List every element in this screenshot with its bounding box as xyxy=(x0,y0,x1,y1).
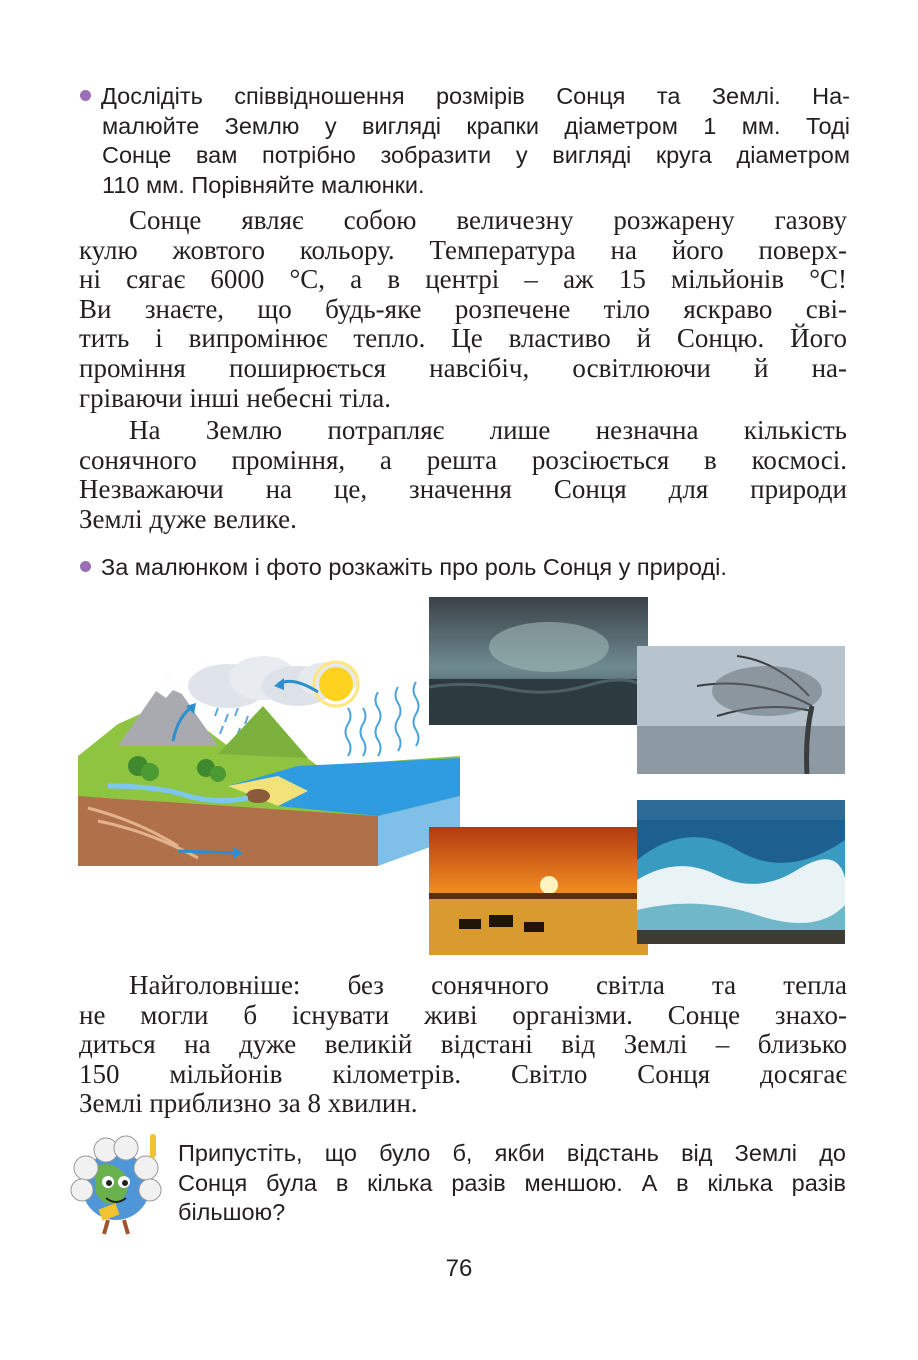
globe-mascot-icon xyxy=(64,1128,168,1240)
task-sun-role xyxy=(80,553,850,583)
para1-line-3: ні сягає 6000 °С, а в центрі – аж 15 мільйонів °С! xyxy=(79,264,847,295)
bullet-icon xyxy=(80,90,91,101)
para3-line-2: не могли б існувати живі організми. Сонце знахо- xyxy=(79,999,847,1030)
para3-line-3: диться на дуже великій відстані від Землі – близько xyxy=(79,1029,847,1060)
question-line-2: Сонця була в кілька разів меншою. А в кілька разів xyxy=(178,1169,846,1196)
para2-line-1: На Землю потрапляє лише незначна кількість xyxy=(129,415,847,445)
ocean-waves-photo xyxy=(637,800,845,944)
para1-line-6: проміння поширюється навсібіч, освітлюючи й на- xyxy=(79,352,847,383)
para2-line-2: сонячного проміння, а решта розсіюється в космосі. xyxy=(79,444,847,475)
para1-line-1: Сонце являє собою величезну розжарену газову xyxy=(129,205,847,235)
para3-line-1: Найголовніше: без сонячного світла та тепла xyxy=(129,970,847,1000)
task1-line-2: малюйте Землю у вигляді крапки діаметром 1 мм. Тоді xyxy=(102,112,850,139)
task1-line-3: Сонце вам потрібно зобразити у вигляді круга діаметром xyxy=(102,142,850,168)
para3-line-5: Землі приблизно за 8 хвилин. xyxy=(79,1088,418,1119)
para3-line-4: 150 мільйонів кілометрів. Світло Сонця досягає xyxy=(79,1058,847,1089)
para1-line-2: кулю жовтого кольору. Температура на його поверх- xyxy=(79,234,847,265)
savanna-sunset-photo xyxy=(429,827,648,955)
para1-line-5: тить і випромінює тепло. Це властиво й Сонцю. Його xyxy=(79,323,847,354)
question-line-3: більшою? xyxy=(178,1199,286,1225)
para1-line-7: гріваючи інші небесні тіла. xyxy=(79,382,392,413)
para2-line-3: Незважаючи на це, значення Сонця для природи xyxy=(79,474,847,505)
paragraph-sun-importance xyxy=(79,416,847,534)
para1-line-4: Ви знаєте, що будь-яке розпечене тіло яскраво сві- xyxy=(79,293,847,324)
paragraph-sun-distance xyxy=(79,971,847,1119)
question-line-1: Припустіть, що було б, якби відстань від Землі до xyxy=(178,1140,846,1166)
water-cycle-diagram xyxy=(78,646,466,872)
para2-line-4: Землі дуже велике. xyxy=(79,503,297,534)
bullet-icon xyxy=(80,561,91,572)
task-size-comparison xyxy=(80,82,850,200)
task1-line-4: 110 мм. Порівняйте малюнки. xyxy=(102,171,425,198)
task1-line-1: Дослідіть співвідношення розмірів Сонця та Землі. На- xyxy=(101,83,850,109)
task2-text: За малюнком і фото розкажіть про роль Сонця у природі. xyxy=(101,554,727,580)
page-number: 76 xyxy=(445,1255,473,1282)
wind-tree-photo xyxy=(637,646,845,774)
storm-sea-photo xyxy=(429,597,648,725)
paragraph-sun-description xyxy=(79,206,847,413)
question-distance-hypothesis xyxy=(178,1139,846,1228)
